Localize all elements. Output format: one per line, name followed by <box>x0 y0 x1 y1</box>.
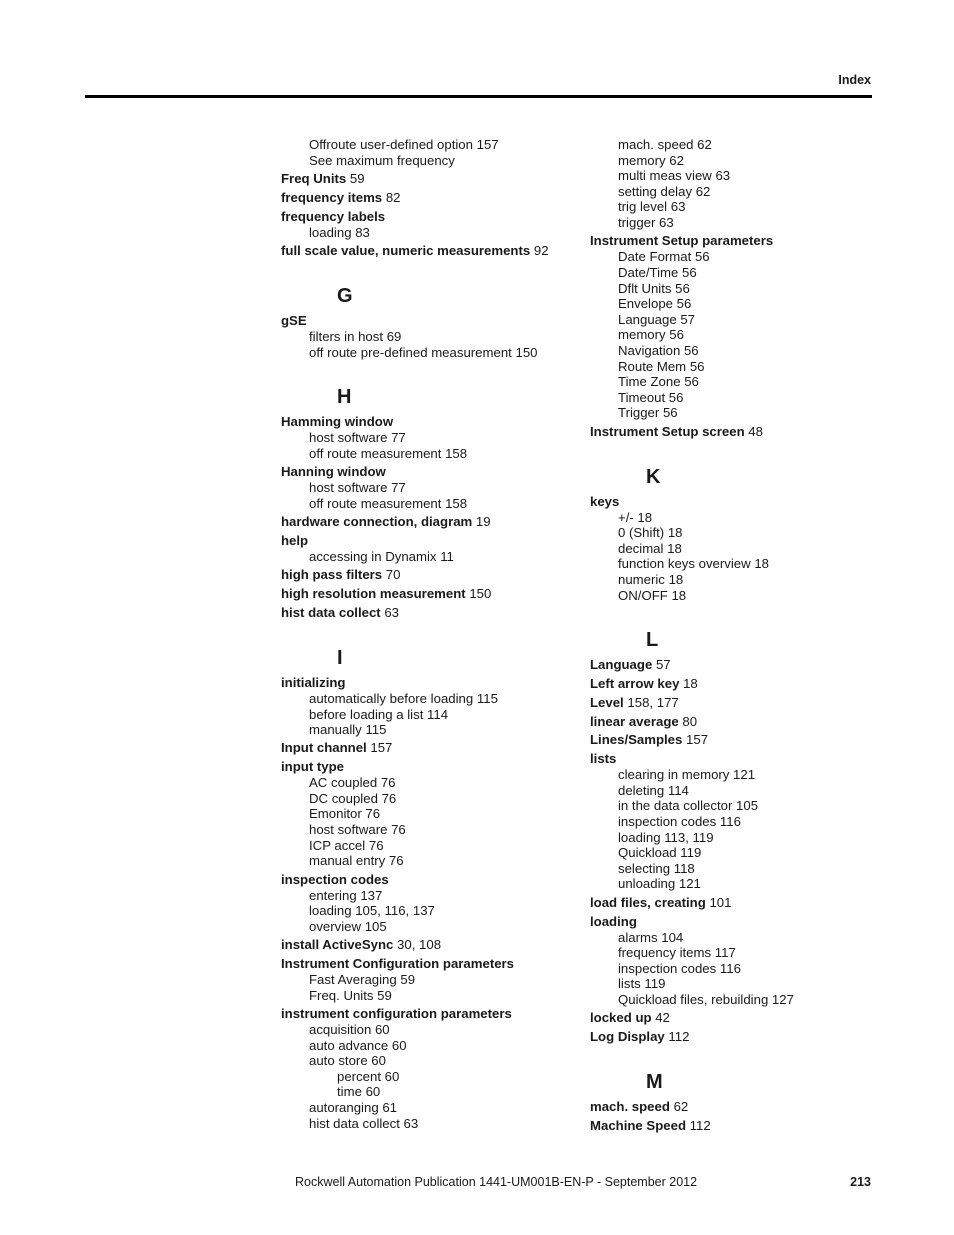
index-letter-heading: G <box>337 284 353 307</box>
index-subentry: Fast Averaging 59 <box>309 972 416 988</box>
index-term: hardware connection, diagram <box>281 514 473 530</box>
index-main-entry <box>590 732 890 748</box>
index-subentry: inspection codes 116 <box>618 960 741 976</box>
index-subentry: trigger 63 <box>618 214 674 230</box>
index-page-refs: 112 <box>686 1117 711 1133</box>
index-main-entry <box>281 533 581 549</box>
index-subentry: autoranging 61 <box>309 1099 397 1115</box>
index-letter-heading: M <box>646 1071 663 1094</box>
index-subentry: numeric 18 <box>618 572 684 588</box>
index-term: frequency items <box>281 189 383 205</box>
index-page-refs: 112 <box>664 1029 690 1045</box>
index-term: linear average <box>590 713 679 729</box>
index-subentry: lists 119 <box>618 976 666 992</box>
index-term: load files, creating <box>590 894 706 910</box>
index-subentry: Quickload files, rebuilding 127 <box>618 991 794 1007</box>
index-subentry: off route measurement 158 <box>309 445 468 461</box>
index-page-refs: 63 <box>380 604 400 620</box>
index-term: high pass filters <box>281 567 383 583</box>
index-main-entry <box>281 209 581 225</box>
index-page-refs: 157 <box>682 732 709 748</box>
index-term: Machine Speed <box>590 1117 687 1133</box>
index-main-entry <box>281 759 581 775</box>
index-column-right <box>590 137 890 1134</box>
index-subentry: Navigation 56 <box>618 342 699 358</box>
index-page-refs: 59 <box>346 170 365 186</box>
index-subentry: off route measurement 158 <box>309 495 468 511</box>
index-term: hist data collect <box>281 604 381 620</box>
index-main-entry <box>590 676 890 692</box>
index-subentry: host software 76 <box>309 822 406 838</box>
index-main-entry <box>281 414 581 430</box>
index-subentry: ON/OFF 18 <box>618 587 687 603</box>
index-subentry: DC coupled 76 <box>309 790 397 806</box>
index-page-refs: 48 <box>744 423 763 439</box>
index-term: Level <box>590 694 624 710</box>
index-subentry: automatically before loading 115 <box>309 690 498 706</box>
header-rule <box>85 95 872 98</box>
index-subentry: Time Zone 56 <box>618 374 699 390</box>
index-letter-heading: I <box>337 646 343 669</box>
index-term: high resolution measurement <box>281 586 466 602</box>
index-page-refs: 150 <box>465 586 492 602</box>
index-subentry: loading 113, 119 <box>618 829 714 845</box>
footer-page-number: 213 <box>850 1175 871 1189</box>
index-subentry: Route Mem 56 <box>618 358 705 374</box>
index-main-entry <box>281 514 581 530</box>
index-subentry: manual entry 76 <box>309 853 404 869</box>
index-term: Hamming window <box>281 414 394 430</box>
index-term: Input channel <box>281 740 367 756</box>
index-subentry: Emonitor 76 <box>309 806 381 822</box>
index-subentry: hist data collect 63 <box>309 1115 419 1131</box>
index-page-refs: 82 <box>382 189 401 205</box>
index-subentry: See maximum frequency <box>309 152 455 168</box>
index-main-entry <box>281 956 581 972</box>
index-subentry: off route pre-defined measurement 150 <box>309 344 538 360</box>
index-page-refs: 30, 108 <box>393 937 442 953</box>
index-main-entry <box>281 190 581 206</box>
index-main-entry <box>281 586 581 602</box>
index-subentry: acquisition 60 <box>309 1022 390 1037</box>
index-term: initializing <box>281 674 346 690</box>
index-term: input type <box>281 759 345 775</box>
index-subentry: Offroute user-defined option 157 <box>309 137 499 152</box>
index-subsubentry: time 60 <box>337 1084 381 1100</box>
index-term: lists <box>590 751 617 767</box>
index-subentry: decimal 18 <box>618 540 682 556</box>
index-page-refs: 158, 177 <box>623 694 679 710</box>
index-term: Instrument Setup parameters <box>590 233 774 249</box>
index-subentry: inspection codes 116 <box>618 814 741 830</box>
index-term: Language <box>590 657 653 673</box>
index-term: loading <box>590 913 637 929</box>
index-subentry: before loading a list 114 <box>309 706 449 722</box>
index-subentry: Freq. Units 59 <box>309 987 392 1003</box>
index-subentry: filters in host 69 <box>309 328 402 344</box>
index-subentry: AC coupled 76 <box>309 775 396 791</box>
index-subentry: Timeout 56 <box>618 389 684 405</box>
index-term: Lines/Samples <box>590 732 683 748</box>
index-page-refs: 157 <box>366 740 393 756</box>
index-page-refs: 19 <box>472 514 491 530</box>
index-subentry: mach. speed 62 <box>618 137 712 152</box>
index-main-entry <box>281 313 581 329</box>
index-subentry: memory 56 <box>618 327 684 343</box>
index-page-refs: 80 <box>678 713 698 729</box>
index-main-entry <box>281 675 581 691</box>
index-subentry: 0 (Shift) 18 <box>618 525 683 541</box>
index-main-entry <box>281 937 581 953</box>
index-term: full scale value, numeric measurements <box>281 242 531 258</box>
index-main-entry <box>590 1010 890 1026</box>
index-term: mach. speed <box>590 1099 670 1115</box>
index-subentry: in the data collector 105 <box>618 798 759 814</box>
index-term: locked up <box>590 1010 652 1026</box>
index-page-refs: 62 <box>669 1099 689 1115</box>
index-page-refs: 101 <box>705 894 732 910</box>
index-subentry: Quickload 119 <box>618 845 702 861</box>
index-term: help <box>281 532 309 548</box>
index-subentry: selecting 118 <box>618 860 695 876</box>
index-letter-heading: K <box>646 465 661 488</box>
index-subentry: loading 83 <box>309 224 370 240</box>
index-page-refs: 42 <box>651 1010 670 1026</box>
index-main-entry <box>590 895 890 911</box>
index-term: instrument configuration parameters <box>281 1006 512 1021</box>
index-term: Log Display <box>590 1029 665 1045</box>
index-subentry: accessing in Dynamix 11 <box>309 548 454 564</box>
index-term: Instrument Configuration parameters <box>281 956 515 972</box>
header-section-label: Index <box>838 73 871 87</box>
index-subentry: auto advance 60 <box>309 1037 407 1053</box>
index-letter-heading: L <box>646 629 659 652</box>
index-subentry: host software 77 <box>309 480 406 496</box>
index-subentry: setting delay 62 <box>618 183 711 199</box>
index-subentry: Dflt Units 56 <box>618 280 690 296</box>
index-subentry: alarms 104 <box>618 929 684 945</box>
index-subentry: memory 62 <box>618 152 684 168</box>
index-column-left <box>281 137 581 1131</box>
index-subentry: auto store 60 <box>309 1053 386 1069</box>
index-main-entry <box>281 243 581 259</box>
index-main-entry <box>590 233 890 249</box>
index-main-entry <box>590 1118 890 1134</box>
index-main-entry <box>590 1029 890 1045</box>
index-subentry: trig level 63 <box>618 199 686 215</box>
index-page-refs: 18 <box>679 676 698 692</box>
index-subentry: clearing in memory 121 <box>618 767 756 783</box>
index-subentry: deleting 114 <box>618 782 689 798</box>
index-term: install ActiveSync <box>281 937 394 953</box>
index-term: keys <box>590 493 620 509</box>
index-term: inspection codes <box>281 871 389 887</box>
index-main-entry <box>590 914 890 930</box>
index-subentry: Date/Time 56 <box>618 264 697 280</box>
index-term: Freq Units <box>281 170 347 186</box>
index-main-entry <box>590 751 890 767</box>
index-subentry: Trigger 56 <box>618 405 678 421</box>
index-subentry: overview 105 <box>309 918 387 934</box>
index-term: frequency labels <box>281 208 386 224</box>
footer-publication: Rockwell Automation Publication 1441-UM001B-EN-P - September 2012 <box>295 1175 698 1189</box>
index-letter-heading: H <box>337 386 352 409</box>
index-subentry: entering 137 <box>309 887 383 903</box>
index-subentry: Language 57 <box>618 311 696 327</box>
index-main-entry <box>590 714 890 730</box>
index-main-entry <box>590 424 890 440</box>
index-main-entry <box>590 1099 890 1115</box>
index-main-entry <box>590 657 890 673</box>
index-subsubentry: percent 60 <box>337 1068 400 1084</box>
index-term: Hanning window <box>281 464 386 480</box>
index-term: Instrument Setup screen <box>590 423 745 439</box>
index-main-entry <box>281 1006 581 1022</box>
index-subentry: frequency items 117 <box>618 945 736 961</box>
index-page-refs: 70 <box>382 567 401 583</box>
index-subentry: unloading 121 <box>618 876 701 892</box>
index-main-entry <box>281 872 581 888</box>
index-term: Left arrow key <box>590 676 680 692</box>
index-subentry: host software 77 <box>309 430 406 446</box>
index-main-entry <box>590 494 890 510</box>
index-page-refs: 57 <box>652 657 671 673</box>
index-main-entry <box>281 740 581 756</box>
index-subentry: loading 105, 116, 137 <box>309 903 435 919</box>
index-subentry: +/- 18 <box>618 509 653 525</box>
index-main-entry <box>281 605 581 621</box>
index-subentry: Envelope 56 <box>618 296 692 312</box>
index-main-entry <box>281 171 581 187</box>
index-main-entry <box>281 567 581 583</box>
index-page-refs: 92 <box>530 242 549 258</box>
index-main-entry <box>590 695 890 711</box>
index-subentry: function keys overview 18 <box>618 556 769 572</box>
index-subentry: ICP accel 76 <box>309 837 384 853</box>
index-subentry: Date Format 56 <box>618 249 710 265</box>
index-subentry: manually 115 <box>309 722 387 738</box>
index-term: gSE <box>281 312 307 328</box>
index-subentry: multi meas view 63 <box>618 168 731 184</box>
index-main-entry <box>281 464 581 480</box>
